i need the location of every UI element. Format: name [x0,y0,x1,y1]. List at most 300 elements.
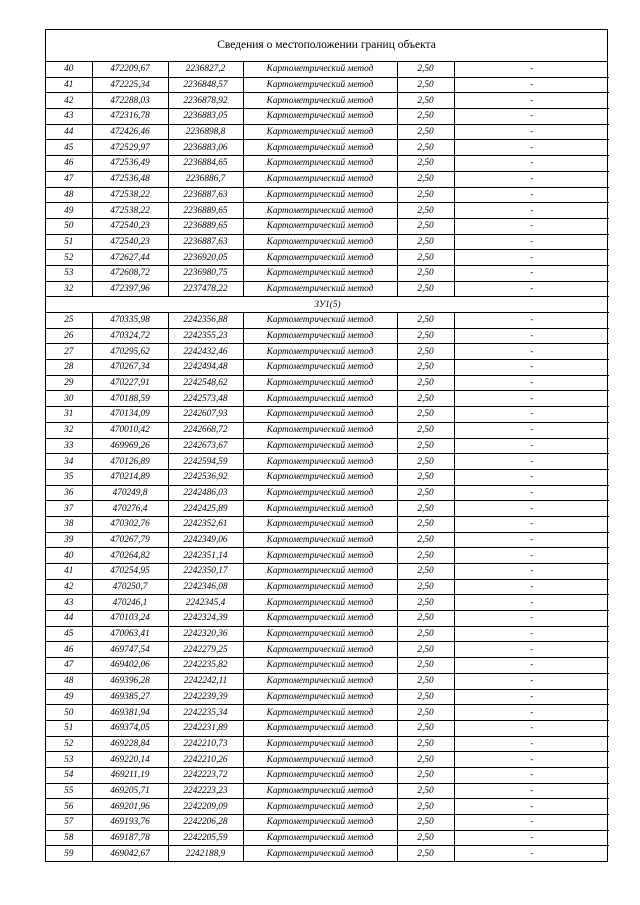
description-cell: - [454,595,609,611]
table-row [46,187,609,203]
description-cell: - [454,799,609,815]
method-cell: Картометрический метод [243,689,397,705]
accuracy-cell: 2,50 [397,705,454,721]
method-cell: Картометрический метод [243,642,397,658]
x-coordinate-cell: 469193,76 [92,815,168,831]
table-row [46,281,609,297]
table-row [46,438,609,454]
y-coordinate-cell: 2242210,26 [168,752,243,768]
description-cell: - [454,658,609,674]
y-coordinate-cell: 2242231,89 [168,720,243,736]
table-row [46,375,609,391]
y-coordinate-cell: 2236889,65 [168,218,243,234]
method-cell: Картометрический метод [243,720,397,736]
point-number-cell: 31 [46,407,92,423]
accuracy-cell: 2,50 [397,642,454,658]
point-number-cell: 36 [46,485,92,501]
accuracy-cell: 2,50 [397,673,454,689]
accuracy-cell: 2,50 [397,218,454,234]
table-row [46,360,609,376]
coordinates-table [46,62,609,861]
table-row [46,564,609,580]
x-coordinate-cell: 472536,48 [92,171,168,187]
description-cell: - [454,156,609,172]
x-coordinate-cell: 472426,46 [92,124,168,140]
accuracy-cell: 2,50 [397,93,454,109]
accuracy-cell: 2,50 [397,611,454,627]
point-number-cell: 52 [46,736,92,752]
accuracy-cell: 2,50 [397,815,454,831]
table-row [46,752,609,768]
point-number-cell: 28 [46,360,92,376]
x-coordinate-cell: 470264,82 [92,548,168,564]
accuracy-cell: 2,50 [397,250,454,266]
method-cell: Картометрический метод [243,673,397,689]
description-cell: - [454,124,609,140]
method-cell: Картометрический метод [243,830,397,846]
x-coordinate-cell: 472209,67 [92,62,168,77]
y-coordinate-cell: 2236887,63 [168,187,243,203]
description-cell: - [454,218,609,234]
point-number-cell: 51 [46,720,92,736]
accuracy-cell: 2,50 [397,532,454,548]
x-coordinate-cell: 470302,76 [92,516,168,532]
point-number-cell: 38 [46,516,92,532]
y-coordinate-cell: 2242432,46 [168,344,243,360]
accuracy-cell: 2,50 [397,328,454,344]
table-row [46,391,609,407]
x-coordinate-cell: 472627,44 [92,250,168,266]
point-number-cell: 40 [46,548,92,564]
accuracy-cell: 2,50 [397,736,454,752]
x-coordinate-cell: 469402,06 [92,658,168,674]
accuracy-cell: 2,50 [397,407,454,423]
x-coordinate-cell: 472225,34 [92,77,168,93]
point-number-cell: 58 [46,830,92,846]
method-cell: Картометрический метод [243,109,397,125]
y-coordinate-cell: 2237478,22 [168,281,243,297]
accuracy-cell: 2,50 [397,799,454,815]
y-coordinate-cell: 2236898,8 [168,124,243,140]
accuracy-cell: 2,50 [397,375,454,391]
description-cell: - [454,767,609,783]
method-cell: Картометрический метод [243,313,397,329]
table-row [46,77,609,93]
table-row [46,407,609,423]
method-cell: Картометрический метод [243,344,397,360]
description-cell: - [454,265,609,281]
accuracy-cell: 2,50 [397,846,454,861]
table-row [46,595,609,611]
method-cell: Картометрический метод [243,516,397,532]
table-row [46,344,609,360]
method-cell: Картометрический метод [243,799,397,815]
method-cell: Картометрический метод [243,783,397,799]
description-cell: - [454,783,609,799]
accuracy-cell: 2,50 [397,344,454,360]
description-cell: - [454,501,609,517]
accuracy-cell: 2,50 [397,767,454,783]
x-coordinate-cell: 472540,23 [92,218,168,234]
description-cell: - [454,720,609,736]
table-row [46,705,609,721]
x-coordinate-cell: 470010,42 [92,422,168,438]
point-number-cell: 42 [46,93,92,109]
description-cell: - [454,234,609,250]
x-coordinate-cell: 470246,1 [92,595,168,611]
accuracy-cell: 2,50 [397,234,454,250]
method-cell: Картометрический метод [243,658,397,674]
table-row [46,783,609,799]
description-cell: - [454,579,609,595]
x-coordinate-cell: 470103,24 [92,611,168,627]
y-coordinate-cell: 2242494,48 [168,360,243,376]
description-cell: - [454,454,609,470]
x-coordinate-cell: 469205,71 [92,783,168,799]
x-coordinate-cell: 470227,91 [92,375,168,391]
method-cell: Картометрический метод [243,375,397,391]
accuracy-cell: 2,50 [397,438,454,454]
point-number-cell: 44 [46,124,92,140]
x-coordinate-cell: 470324,72 [92,328,168,344]
table-row [46,767,609,783]
description-cell: - [454,564,609,580]
method-cell: Картометрический метод [243,752,397,768]
description-cell: - [454,846,609,861]
method-cell: Картометрический метод [243,485,397,501]
point-number-cell: 39 [46,532,92,548]
point-number-cell: 43 [46,109,92,125]
method-cell: Картометрический метод [243,391,397,407]
point-number-cell: 47 [46,171,92,187]
table-row [46,422,609,438]
method-cell: Картометрический метод [243,705,397,721]
x-coordinate-cell: 469211,19 [92,767,168,783]
y-coordinate-cell: 2242673,67 [168,438,243,454]
accuracy-cell: 2,50 [397,187,454,203]
description-cell: - [454,328,609,344]
y-coordinate-cell: 2236883,05 [168,109,243,125]
x-coordinate-cell: 470134,09 [92,407,168,423]
x-coordinate-cell: 470063,41 [92,626,168,642]
method-cell: Картометрический метод [243,187,397,203]
x-coordinate-cell: 470254,95 [92,564,168,580]
accuracy-cell: 2,50 [397,783,454,799]
description-cell: - [454,438,609,454]
table-row [46,485,609,501]
x-coordinate-cell: 470188,59 [92,391,168,407]
y-coordinate-cell: 2242536,92 [168,469,243,485]
method-cell: Картометрический метод [243,77,397,93]
x-coordinate-cell: 469396,28 [92,673,168,689]
method-cell: Картометрический метод [243,846,397,861]
table-row [46,548,609,564]
point-number-cell: 42 [46,579,92,595]
method-cell: Картометрический метод [243,595,397,611]
y-coordinate-cell: 2242235,82 [168,658,243,674]
description-cell: - [454,422,609,438]
x-coordinate-cell: 472536,49 [92,156,168,172]
point-number-cell: 30 [46,391,92,407]
description-cell: - [454,626,609,642]
point-number-cell: 49 [46,203,92,219]
y-coordinate-cell: 2242573,48 [168,391,243,407]
method-cell: Картометрический метод [243,250,397,266]
method-cell: Картометрический метод [243,62,397,77]
accuracy-cell: 2,50 [397,171,454,187]
table-row [46,171,609,187]
point-number-cell: 44 [46,611,92,627]
description-cell: - [454,736,609,752]
x-coordinate-cell: 472316,78 [92,109,168,125]
x-coordinate-cell: 470249,8 [92,485,168,501]
y-coordinate-cell: 2242349,06 [168,532,243,548]
x-coordinate-cell: 472529,97 [92,140,168,156]
description-cell: - [454,407,609,423]
y-coordinate-cell: 2242350,17 [168,564,243,580]
method-cell: Картометрический метод [243,171,397,187]
accuracy-cell: 2,50 [397,658,454,674]
description-cell: - [454,391,609,407]
description-cell: - [454,815,609,831]
table-row [46,720,609,736]
description-cell: - [454,313,609,329]
table-row [46,846,609,861]
accuracy-cell: 2,50 [397,77,454,93]
point-number-cell: 37 [46,501,92,517]
accuracy-cell: 2,50 [397,689,454,705]
point-number-cell: 29 [46,375,92,391]
table-row [46,815,609,831]
description-cell: - [454,360,609,376]
y-coordinate-cell: 2242351,14 [168,548,243,564]
y-coordinate-cell: 2242242,11 [168,673,243,689]
section-label: ЗУ1(5) [46,297,609,313]
accuracy-cell: 2,50 [397,360,454,376]
y-coordinate-cell: 2236886,7 [168,171,243,187]
y-coordinate-cell: 2242594,59 [168,454,243,470]
x-coordinate-cell: 470250,7 [92,579,168,595]
method-cell: Картометрический метод [243,203,397,219]
point-number-cell: 32 [46,422,92,438]
method-cell: Картометрический метод [243,328,397,344]
description-cell: - [454,548,609,564]
x-coordinate-cell: 469201,96 [92,799,168,815]
accuracy-cell: 2,50 [397,485,454,501]
description-cell: - [454,705,609,721]
x-coordinate-cell: 472288,03 [92,93,168,109]
x-coordinate-cell: 469042,67 [92,846,168,861]
table-row [46,156,609,172]
y-coordinate-cell: 2242346,08 [168,579,243,595]
y-coordinate-cell: 2242209,09 [168,799,243,815]
description-cell: - [454,375,609,391]
x-coordinate-cell: 469374,05 [92,720,168,736]
x-coordinate-cell: 470335,98 [92,313,168,329]
y-coordinate-cell: 2242188,9 [168,846,243,861]
y-coordinate-cell: 2236827,2 [168,62,243,77]
method-cell: Картометрический метод [243,234,397,250]
accuracy-cell: 2,50 [397,830,454,846]
accuracy-cell: 2,50 [397,109,454,125]
table-row [46,516,609,532]
description-cell: - [454,752,609,768]
x-coordinate-cell: 470214,89 [92,469,168,485]
x-coordinate-cell: 469385,27 [92,689,168,705]
description-cell: - [454,673,609,689]
x-coordinate-cell: 472540,23 [92,234,168,250]
table-row [46,203,609,219]
point-number-cell: 25 [46,313,92,329]
y-coordinate-cell: 2236980,75 [168,265,243,281]
accuracy-cell: 2,50 [397,391,454,407]
y-coordinate-cell: 2242356,88 [168,313,243,329]
table-row [46,313,609,329]
x-coordinate-cell: 470267,79 [92,532,168,548]
point-number-cell: 52 [46,250,92,266]
y-coordinate-cell: 2242668,72 [168,422,243,438]
method-cell: Картометрический метод [243,626,397,642]
table-row [46,501,609,517]
accuracy-cell: 2,50 [397,501,454,517]
x-coordinate-cell: 469220,14 [92,752,168,768]
y-coordinate-cell: 2236887,63 [168,234,243,250]
description-cell: - [454,187,609,203]
accuracy-cell: 2,50 [397,626,454,642]
table-row [46,469,609,485]
y-coordinate-cell: 2242320,36 [168,626,243,642]
y-coordinate-cell: 2236884,65 [168,156,243,172]
point-number-cell: 34 [46,454,92,470]
description-cell: - [454,62,609,77]
x-coordinate-cell: 472397,96 [92,281,168,297]
y-coordinate-cell: 2242425,89 [168,501,243,517]
method-cell: Картометрический метод [243,767,397,783]
point-number-cell: 50 [46,705,92,721]
point-number-cell: 40 [46,62,92,77]
table-row [46,689,609,705]
table-row [46,611,609,627]
x-coordinate-cell: 469381,94 [92,705,168,721]
y-coordinate-cell: 2242239,39 [168,689,243,705]
description-cell: - [454,250,609,266]
method-cell: Картометрический метод [243,438,397,454]
table-row [46,658,609,674]
accuracy-cell: 2,50 [397,595,454,611]
accuracy-cell: 2,50 [397,156,454,172]
description-cell: - [454,171,609,187]
y-coordinate-cell: 2242345,4 [168,595,243,611]
description-cell: - [454,516,609,532]
accuracy-cell: 2,50 [397,579,454,595]
y-coordinate-cell: 2242235,34 [168,705,243,721]
point-number-cell: 27 [46,344,92,360]
point-number-cell: 45 [46,626,92,642]
point-number-cell: 46 [46,156,92,172]
accuracy-cell: 2,50 [397,752,454,768]
point-number-cell: 54 [46,767,92,783]
x-coordinate-cell: 470276,4 [92,501,168,517]
accuracy-cell: 2,50 [397,203,454,219]
method-cell: Картометрический метод [243,501,397,517]
table-row [46,265,609,281]
section-row [46,297,609,313]
point-number-cell: 33 [46,438,92,454]
y-coordinate-cell: 2242548,62 [168,375,243,391]
method-cell: Картометрический метод [243,156,397,172]
description-cell: - [454,77,609,93]
method-cell: Картометрический метод [243,532,397,548]
description-cell: - [454,485,609,501]
y-coordinate-cell: 2242279,25 [168,642,243,658]
method-cell: Картометрический метод [243,218,397,234]
accuracy-cell: 2,50 [397,265,454,281]
y-coordinate-cell: 2242223,23 [168,783,243,799]
y-coordinate-cell: 2242205,59 [168,830,243,846]
point-number-cell: 56 [46,799,92,815]
method-cell: Картометрический метод [243,469,397,485]
point-number-cell: 53 [46,752,92,768]
method-cell: Картометрический метод [243,422,397,438]
point-number-cell: 50 [46,218,92,234]
y-coordinate-cell: 2236889,65 [168,203,243,219]
method-cell: Картометрический метод [243,579,397,595]
method-cell: Картометрический метод [243,281,397,297]
x-coordinate-cell: 470267,34 [92,360,168,376]
point-number-cell: 57 [46,815,92,831]
method-cell: Картометрический метод [243,611,397,627]
description-cell: - [454,281,609,297]
accuracy-cell: 2,50 [397,516,454,532]
accuracy-cell: 2,50 [397,281,454,297]
accuracy-cell: 2,50 [397,124,454,140]
table-row [46,62,609,77]
description-cell: - [454,830,609,846]
table-row [46,532,609,548]
point-number-cell: 48 [46,673,92,689]
table-row [46,93,609,109]
method-cell: Картометрический метод [243,140,397,156]
accuracy-cell: 2,50 [397,140,454,156]
description-cell: - [454,469,609,485]
table-title: Сведения о местоположении границ объекта [46,30,607,62]
accuracy-cell: 2,50 [397,62,454,77]
accuracy-cell: 2,50 [397,454,454,470]
accuracy-cell: 2,50 [397,548,454,564]
point-number-cell: 51 [46,234,92,250]
point-number-cell: 55 [46,783,92,799]
method-cell: Картометрический метод [243,360,397,376]
y-coordinate-cell: 2236883,06 [168,140,243,156]
table-row [46,626,609,642]
description-cell: - [454,93,609,109]
y-coordinate-cell: 2242206,28 [168,815,243,831]
table-row [46,234,609,250]
y-coordinate-cell: 2242355,23 [168,328,243,344]
table-row [46,579,609,595]
table-row [46,799,609,815]
table-row [46,124,609,140]
x-coordinate-cell: 469228,84 [92,736,168,752]
x-coordinate-cell: 472608,72 [92,265,168,281]
point-number-cell: 59 [46,846,92,861]
method-cell: Картометрический метод [243,815,397,831]
accuracy-cell: 2,50 [397,469,454,485]
coordinates-table-body [46,62,609,861]
point-number-cell: 48 [46,187,92,203]
y-coordinate-cell: 2242210,73 [168,736,243,752]
description-cell: - [454,689,609,705]
